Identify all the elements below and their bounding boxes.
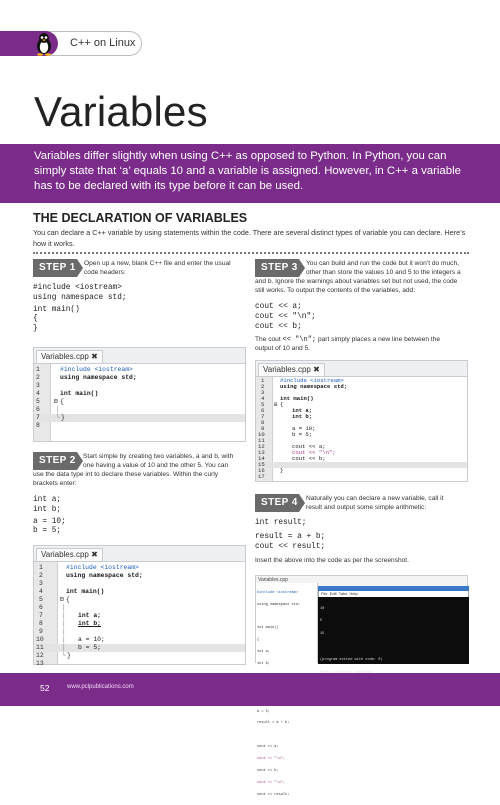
code-line: cout << b; (255, 323, 302, 331)
divider (33, 252, 469, 254)
editor-line: 12 └ } (36, 652, 71, 659)
editor-line: 17 (258, 473, 265, 480)
step-4-text (306, 495, 443, 513)
editor-line: 4 int main() (261, 395, 314, 402)
editor-line: 6 │ (39, 604, 66, 611)
step-3-text (255, 260, 469, 296)
linux-penguin-icon (33, 31, 55, 56)
editor-line: 10 │ a = 10; (36, 636, 105, 643)
text-line: still works. To output the contents of the variables, add: (255, 286, 416, 294)
code-line: { (33, 315, 38, 323)
editor-line: 1 #include <iostream> (39, 564, 139, 571)
editor-tab: Variables.cpp ✖ (36, 350, 103, 363)
editor-line: 1 #include <iostream> (36, 366, 133, 373)
editor-line: 9 │ (39, 628, 66, 635)
code-line: int a; (33, 496, 62, 504)
editor-line: 11 (258, 437, 265, 444)
terminal-menu: File Edit Tabs Help (321, 591, 358, 596)
editor-line: 15 (256, 462, 467, 468)
editor-line: 5 ⊟ { (36, 398, 64, 405)
step-4-code (255, 533, 325, 553)
editor-line: 4 int main() (36, 390, 99, 397)
editor-line: 10 b = 5; (258, 431, 313, 438)
editor-line: 5 ⊟ { (39, 596, 70, 603)
step-badge: STEP 2 (33, 452, 77, 470)
step-4-code (255, 519, 306, 529)
code-line: int main() (33, 305, 80, 314)
text-line: Start simple by creating two variables, a and b, with (83, 453, 234, 460)
section-tab-label: C++ on Linux (70, 37, 136, 49)
text-line: brackets enter: (33, 479, 77, 487)
editor-line: 1 #include <iostream> (261, 377, 344, 384)
text-line: code headers: (84, 268, 126, 276)
text-line: and b. Ignore the warnings about variables set but not used, the code (255, 277, 458, 285)
ide-tab: Variables.cpp (258, 577, 288, 583)
text-line: use the data type int to declare these variables. Within the curly (33, 470, 219, 478)
step-2-text (33, 453, 247, 489)
editor-line: 7 │ int a; (39, 612, 102, 619)
step-badge: STEP 3 (255, 259, 299, 277)
step-1-code (33, 284, 127, 334)
note-line: output of 10 and 5. (255, 344, 310, 352)
editor-line: 13 cout << "\n"; (258, 449, 336, 456)
editor-line: 8 │ int b; (39, 620, 102, 627)
editor-line: 9 a = 10; (261, 425, 316, 432)
step-badge: STEP 1 (33, 259, 77, 277)
code-line: cout << "\n"; (255, 313, 316, 321)
editor-line: 6 │ (36, 406, 60, 413)
editor-line: 2 using namespace std; (36, 374, 137, 381)
step-3-code (255, 303, 316, 333)
editor-line: 8 (261, 419, 265, 426)
page-title: Variables (34, 88, 208, 135)
editor-line: 11 │ b = 5; (34, 644, 245, 652)
editor-line: 7 int b; (261, 413, 313, 420)
editor-line: 12 cout << a; (258, 443, 326, 450)
intro-paragraph: Variables differ slightly when using C++ as opposed to Python. In Python, you can simply state that ‘a’ equals 10 and a variable is assigned. However, in C++ a variable has to be declared with its type before it can be used. (34, 150, 461, 192)
editor-line: 5 ⊟ { (261, 401, 284, 408)
editor-line: 13 (36, 660, 44, 667)
code-line: cout << result; (255, 543, 326, 551)
editor-line: 3 (39, 580, 43, 587)
step-badge: STEP 4 (255, 494, 299, 512)
editor-line: 3 (261, 389, 265, 396)
editor-line: 2 using namespace std; (261, 383, 348, 390)
text-line: other than store the values 10 and 5 to the integers a (306, 268, 461, 276)
code-line: } (33, 324, 38, 333)
editor-body (34, 363, 245, 441)
code-line: cout << a; (255, 303, 302, 311)
step-1-text (84, 260, 231, 278)
code-editor-screenshot (33, 545, 246, 665)
editor-tab: Variables.cpp ✖ (36, 548, 103, 561)
code-line: #include <iostream> (33, 284, 122, 292)
editor-line: 3 (36, 382, 40, 389)
editor-line: 8 (36, 422, 40, 429)
site-url[interactable]: www.pclpublications.com (67, 684, 134, 690)
text-line: Naturally you can declare a new variable, call it (306, 495, 444, 502)
section-intro: You can declare a C++ variable by using statements within the code. There are several distinct types of variable you can declare. Here’s how it works. (33, 228, 466, 248)
editor-line: 14 cout << b; (258, 455, 326, 462)
code-editor-screenshot (33, 347, 246, 442)
text-line: Open up a new, blank C++ file and enter the usual (84, 260, 231, 267)
ide-screenshot (255, 575, 468, 797)
editor-line: 4 int main() (39, 588, 105, 595)
section-heading: THE DECLARATION OF VARIABLES (33, 211, 248, 225)
text-line: You can build and run the code but it won’t do much, (306, 260, 459, 267)
editor-body (34, 561, 245, 667)
editor-line: 2 using namespace std; (39, 572, 143, 579)
code-line: a = 10; (33, 517, 66, 526)
editor-line: 6 int a; (261, 407, 313, 414)
editor-line: 16 } (258, 467, 284, 474)
code-editor-screenshot (255, 360, 468, 482)
editor-line: 7 └ } (34, 414, 245, 422)
step-4-caption: Insert the above into the code as per the screenshot. (255, 557, 409, 564)
step-2-code (33, 496, 66, 537)
code-line: int result; (255, 519, 307, 527)
text-line: one having a value of 10 and the other 5. You can (83, 461, 229, 469)
ide-code-lines: #include <iostream> using namespace std; int main() { int a; int b; b = 5; result = a + b; cout << a; cout << "\n"; cout << b; cout << "\n"; cout << result; (257, 590, 301, 797)
code-line: result = a + b; (255, 533, 326, 541)
code-line: using namespace std; (33, 293, 127, 302)
text-line: result and output some simple arithmetic: (306, 503, 427, 511)
step-3-note (255, 336, 469, 354)
terminal-output: 10 5 15 (program exited with code: 0) (320, 606, 383, 663)
note-line: The cout << "\n"; part simply places a new line between the (255, 336, 441, 344)
code-line: int b; (33, 505, 62, 514)
code-line: b = 5; (33, 527, 62, 535)
editor-body (256, 376, 467, 481)
page-number: 52 (40, 683, 50, 693)
editor-tab: Variables.cpp ✖ (258, 363, 325, 376)
